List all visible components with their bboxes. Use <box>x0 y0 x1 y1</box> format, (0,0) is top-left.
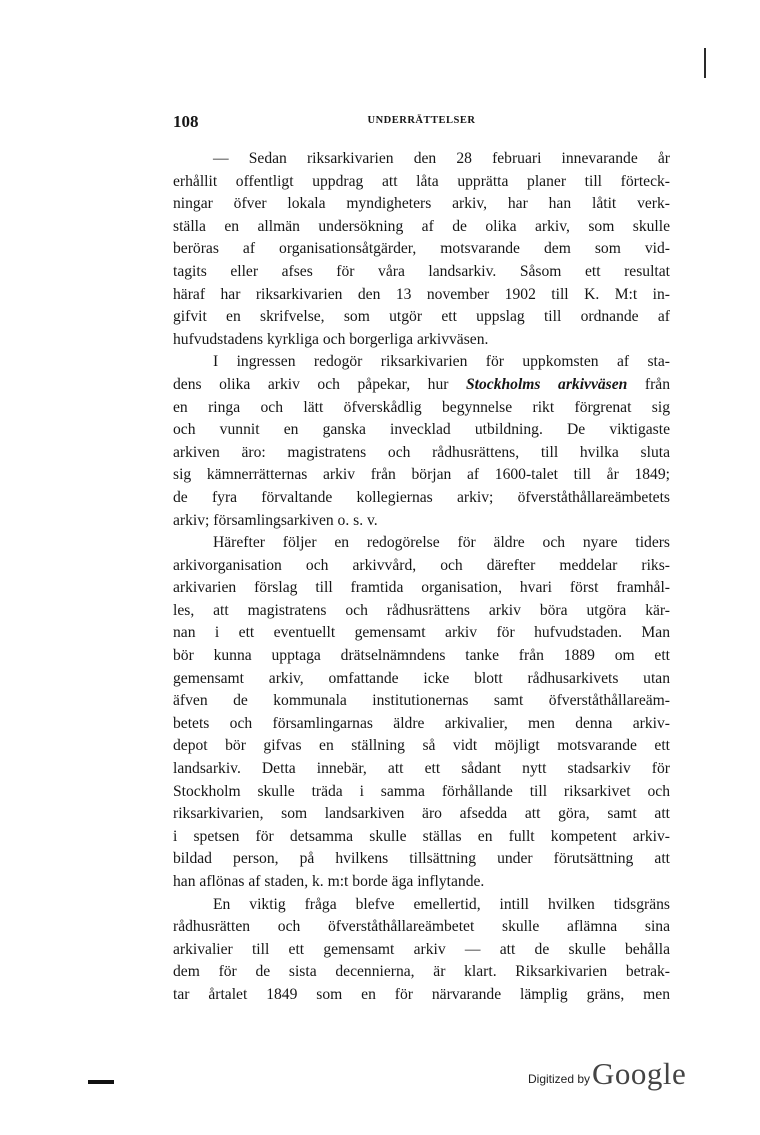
text-line: gemensamt arkiv, omfattande icke blott rådhusarkivets utan <box>173 669 670 687</box>
scan-edge-mark <box>704 48 706 78</box>
italic-title: Stockholms arkivväsen <box>465 375 628 393</box>
text-line: I ingressen redogör riksarkivarien för uppkomsten af sta- <box>213 353 670 371</box>
text-line: hufvudstadens kyrkliga och borgerliga arkivväsen. <box>173 330 489 348</box>
body-text <box>173 148 670 1007</box>
text-line: sig kämnerrätternas arkiv från början af 1600-talet till år 1849; <box>173 466 670 484</box>
text-line: bildad person, på hvilkens tillsättning under förutsättning att <box>173 850 670 868</box>
running-head: UNDERRÄTTELSER <box>367 115 476 126</box>
text-line: äfven de kommunala institutionernas samt öfverståthållareäm- <box>173 692 670 710</box>
text-line: arkivorganisation och arkivvård, och därefter meddelar riks- <box>173 556 670 574</box>
text-line: dem för de sista decennierna, är klart. Riksarkivarien betrak- <box>173 963 670 981</box>
text-line: en ringa och lätt öfverskådlig begynnelse rikt förgrenat sig <box>173 398 670 416</box>
text-line: En viktig fråga blefve emellertid, intill hvilken tidsgräns <box>213 895 670 913</box>
text-line: les, att magistratens och rådhusrättens arkiv böra utgöra kär- <box>173 601 670 619</box>
page-number: 108 <box>173 112 199 131</box>
page-header <box>173 112 670 136</box>
paragraph <box>173 148 670 351</box>
text-line <box>173 374 670 397</box>
text-line: de fyra förvaltande kollegiernas arkiv; öfverståthållareämbetets <box>173 488 670 506</box>
text-line: arkiven äro: magistratens och rådhusrättens, till hvilka sluta <box>173 443 670 461</box>
text-segment: från <box>627 375 670 393</box>
google-wordmark: Google <box>592 1056 687 1091</box>
text-line: Härefter följer en redogörelse för äldre och nyare tiders <box>213 534 670 552</box>
paragraph <box>173 532 670 894</box>
text-line: arkivarien förslag till framtida organisation, hvari först framhål- <box>173 579 670 597</box>
text-line: — Sedan riksarkivarien den 28 februari innevarande år <box>213 150 670 167</box>
text-line: tar årtalet 1849 som en för närvarande lämplig gräns, men <box>173 985 670 1003</box>
text-line: Stockholm skulle träda i samma förhållande till riksarkivet och <box>173 782 670 800</box>
text-line: rådhusrätten och öfverståthållareämbetet skulle aflämna sina <box>173 918 670 936</box>
text-line: han aflönas af staden, k. m:t borde äga inflytande. <box>173 873 485 890</box>
text-line: häraf har riksarkivarien den 13 november 1902 till K. M:t in- <box>173 285 670 303</box>
paragraph <box>173 894 670 1007</box>
text-line: gifvit en skrifvelse, som utgör ett uppslag till ordnande af <box>173 308 670 326</box>
text-line: nan i ett eventuellt gemensamt arkiv för hufvudstaden. Man <box>173 624 670 642</box>
text-segment: dens olika arkiv och påpekar, hur <box>173 375 466 393</box>
text-line: tagits eller afses för våra landsarkiv. Såsom ett resultat <box>173 262 670 280</box>
digitized-by-label: Digitized by <box>528 1072 591 1086</box>
text-line: arkiv; församlingsarkiven o. s. v. <box>173 511 378 529</box>
text-line: och vunnit en ganska invecklad utbildning. De viktigaste <box>173 421 670 439</box>
text-line: landsarkiv. Detta innebär, att ett sådant nytt stadsarkiv för <box>173 760 670 778</box>
text-line: ställa en allmän undersökning af de olika arkiv, som skulle <box>173 217 670 235</box>
text-line: erhållit offentligt uppdrag att låta upprätta planer till förteck- <box>173 172 670 190</box>
text-line: ningar öfver lokala myndigheters arkiv, har han låtit verk- <box>173 195 670 213</box>
digitized-by-google-watermark <box>520 1058 690 1098</box>
scan-footer-mark <box>88 1080 114 1084</box>
text-line: bör kunna upptaga drätselnämndens tanke från 1889 om ett <box>173 647 670 665</box>
paragraph <box>173 351 670 532</box>
text-line: arkivalier till ett gemensamt arkiv — att de skulle behålla <box>173 940 670 958</box>
text-line: depot bör gifvas en ställning så vidt möjligt motsvarande ett <box>173 737 670 755</box>
text-line: riksarkivarien, som landsarkiven äro afsedda att göra, samt att <box>173 805 670 823</box>
text-line: betets och församlingarnas äldre arkivalier, men denna arkiv- <box>173 714 670 732</box>
text-line: beröras af organisationsåtgärder, motsvarande dem som vid- <box>173 240 670 258</box>
text-line: i spetsen för detsamma skulle ställas en fullt kompetent arkiv- <box>173 827 670 845</box>
